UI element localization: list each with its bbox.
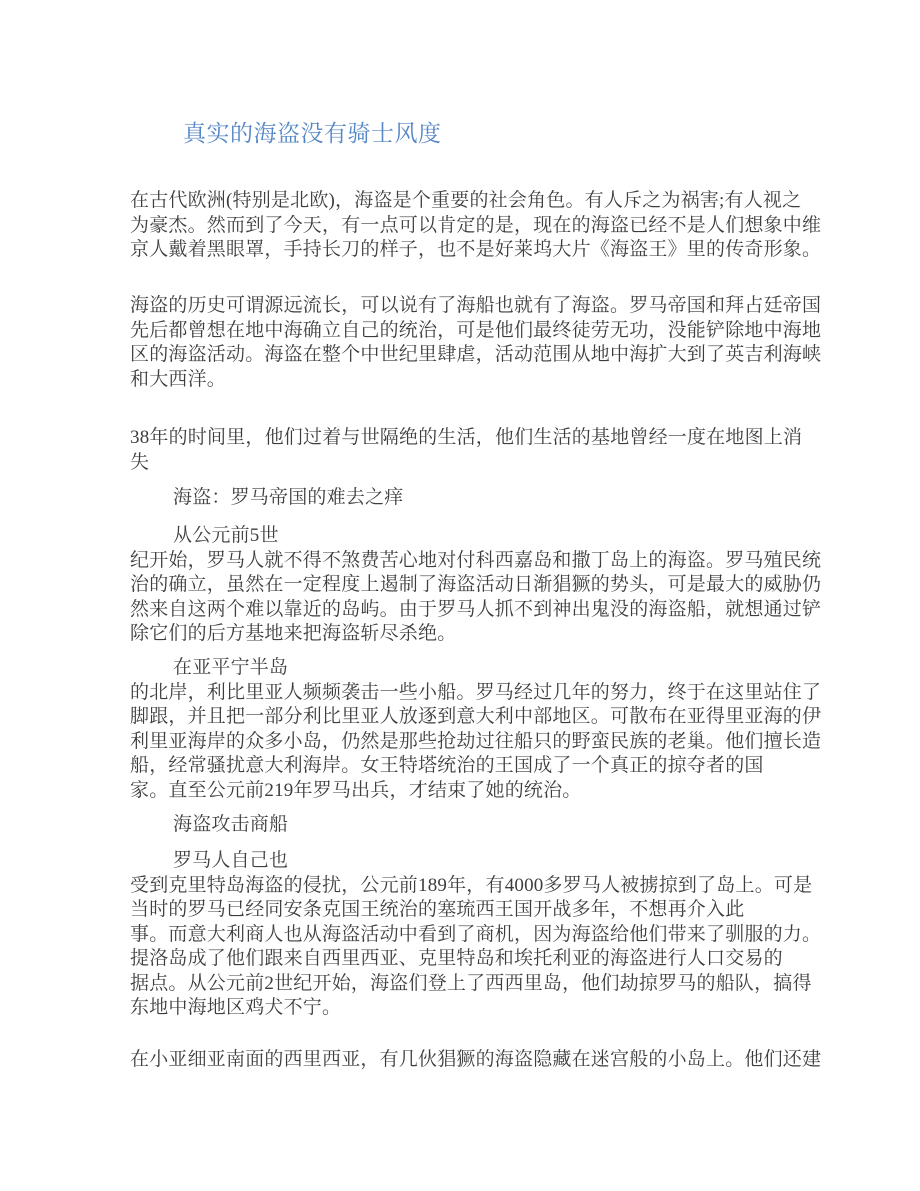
text-line: 海盗的历史可谓源远流长，可以说有了海船也就有了海盗。罗马帝国和拜占廷帝国 <box>130 295 822 316</box>
para-ancient-europe <box>130 189 822 263</box>
text-line: 船，经常骚扰意大利海岸。女王特塔统治的王国成了一个真正的掠夺者的国 <box>130 755 764 776</box>
para-romans-themselves <box>130 849 822 1021</box>
text-line: 失 <box>130 451 150 473</box>
text-line: 利里亚海岸的众多小岛，仍然是那些抢劫过往船只的野蛮民族的老巢。他们擅长造 <box>130 730 822 752</box>
text-line: 除它们的后方基地来把海盗斩尽杀绝。 <box>130 623 457 644</box>
subheading-rome-itch <box>130 486 790 511</box>
text-line: 38年的时间里，他们过着与世隔绝的生活，他们生活的基地曾经一度在地图上消 <box>130 427 803 448</box>
text-line: 然来自这两个难以靠近的岛屿。由于罗马人抓不到神出鬼没的海盗船，就想通过铲 <box>130 598 822 620</box>
text-line: 治的确立，虽然在一定程度上遏制了海盗活动日渐猖獗的势头，可是最大的威胁仍 <box>130 574 822 595</box>
text-line: 脚跟，并且把一部分利比里亚人放逐到意大利中部地区。可散布在亚得里亚海的伊 <box>130 706 822 727</box>
text-line: 在古代欧洲(特别是北欧)，海盗是个重要的社会角色。有人斥之为祸害;有人视之 <box>130 190 802 211</box>
text-line: 在亚平宁半岛 <box>173 657 289 678</box>
text-line: 提洛岛成了他们跟来自西里西亚、克里特岛和埃托利亚的海盗进行人口交易的 <box>130 948 783 969</box>
text-line: 海盗：罗马帝国的难去之痒 <box>173 487 404 508</box>
text-line: 区的海盗活动。海盗在整个中世纪里肆虐，活动范围从地中海扩大到了英吉利海峡 <box>130 344 822 365</box>
text-line: 从公元前5世 <box>173 525 279 546</box>
text-line: 海盗攻击商船 <box>173 814 289 835</box>
document-title: 真实的海盗没有骑士风度 <box>183 121 442 146</box>
text-line: 和大西洋。 <box>130 368 227 390</box>
text-line: 为豪杰。然而到了今天，有一点可以肯定的是，现在的海盗已经不是人们想象中维 <box>130 214 822 236</box>
text-line: 先后都曾想在地中海确立自己的统治，可是他们最终徒劳无功，没能铲除地中海地 <box>130 319 822 341</box>
text-line: 纪开始，罗马人就不得不煞费苦心地对付科西嘉岛和撒丁岛上的海盗。罗马殖民统 <box>130 549 822 571</box>
para-apennine <box>130 656 822 803</box>
text-line: 当时的罗马已经同安条克国王统治的塞琉西王国开战多年，不想再介入此 <box>130 899 745 920</box>
para-38-years <box>130 426 803 475</box>
text-line: 的北岸，利比里亚人频频袭击一些小船。罗马经过几年的努力，终于在这里站住了 <box>130 681 822 703</box>
subheading-attack-merchant-ships <box>130 813 790 838</box>
text-line: 东地中海地区鸡犬不宁。 <box>130 997 342 1018</box>
para-pirate-history <box>130 294 822 392</box>
text-line: 受到克里特岛海盗的侵扰，公元前189年，有4000多罗马人被掳掠到了岛上。可是 <box>130 874 813 896</box>
text-line: 据点。从公元前2世纪开始，海盗们登上了西西里岛，他们劫掠罗马的船队，搞得 <box>130 972 812 994</box>
para-bc5-century <box>130 524 822 647</box>
text-line: 事。而意大利商人也从海盗活动中看到了商机，因为海盗给他们带来了驯服的力。 <box>130 923 822 945</box>
text-line: 罗马人自己也 <box>173 850 289 871</box>
text-line: 京人戴着黑眼罩，手持长刀的样子，也不是好莱坞大片《海盗王》里的传奇形象。 <box>130 239 822 260</box>
text-line: 在小亚细亚南面的西里西亚，有几伙猖獗的海盗隐藏在迷宫般的小岛上。他们还建 <box>130 1049 822 1070</box>
para-cilicia <box>130 1048 822 1073</box>
text-line: 家。直至公元前219年罗马出兵，才结束了她的统治。 <box>130 779 582 801</box>
